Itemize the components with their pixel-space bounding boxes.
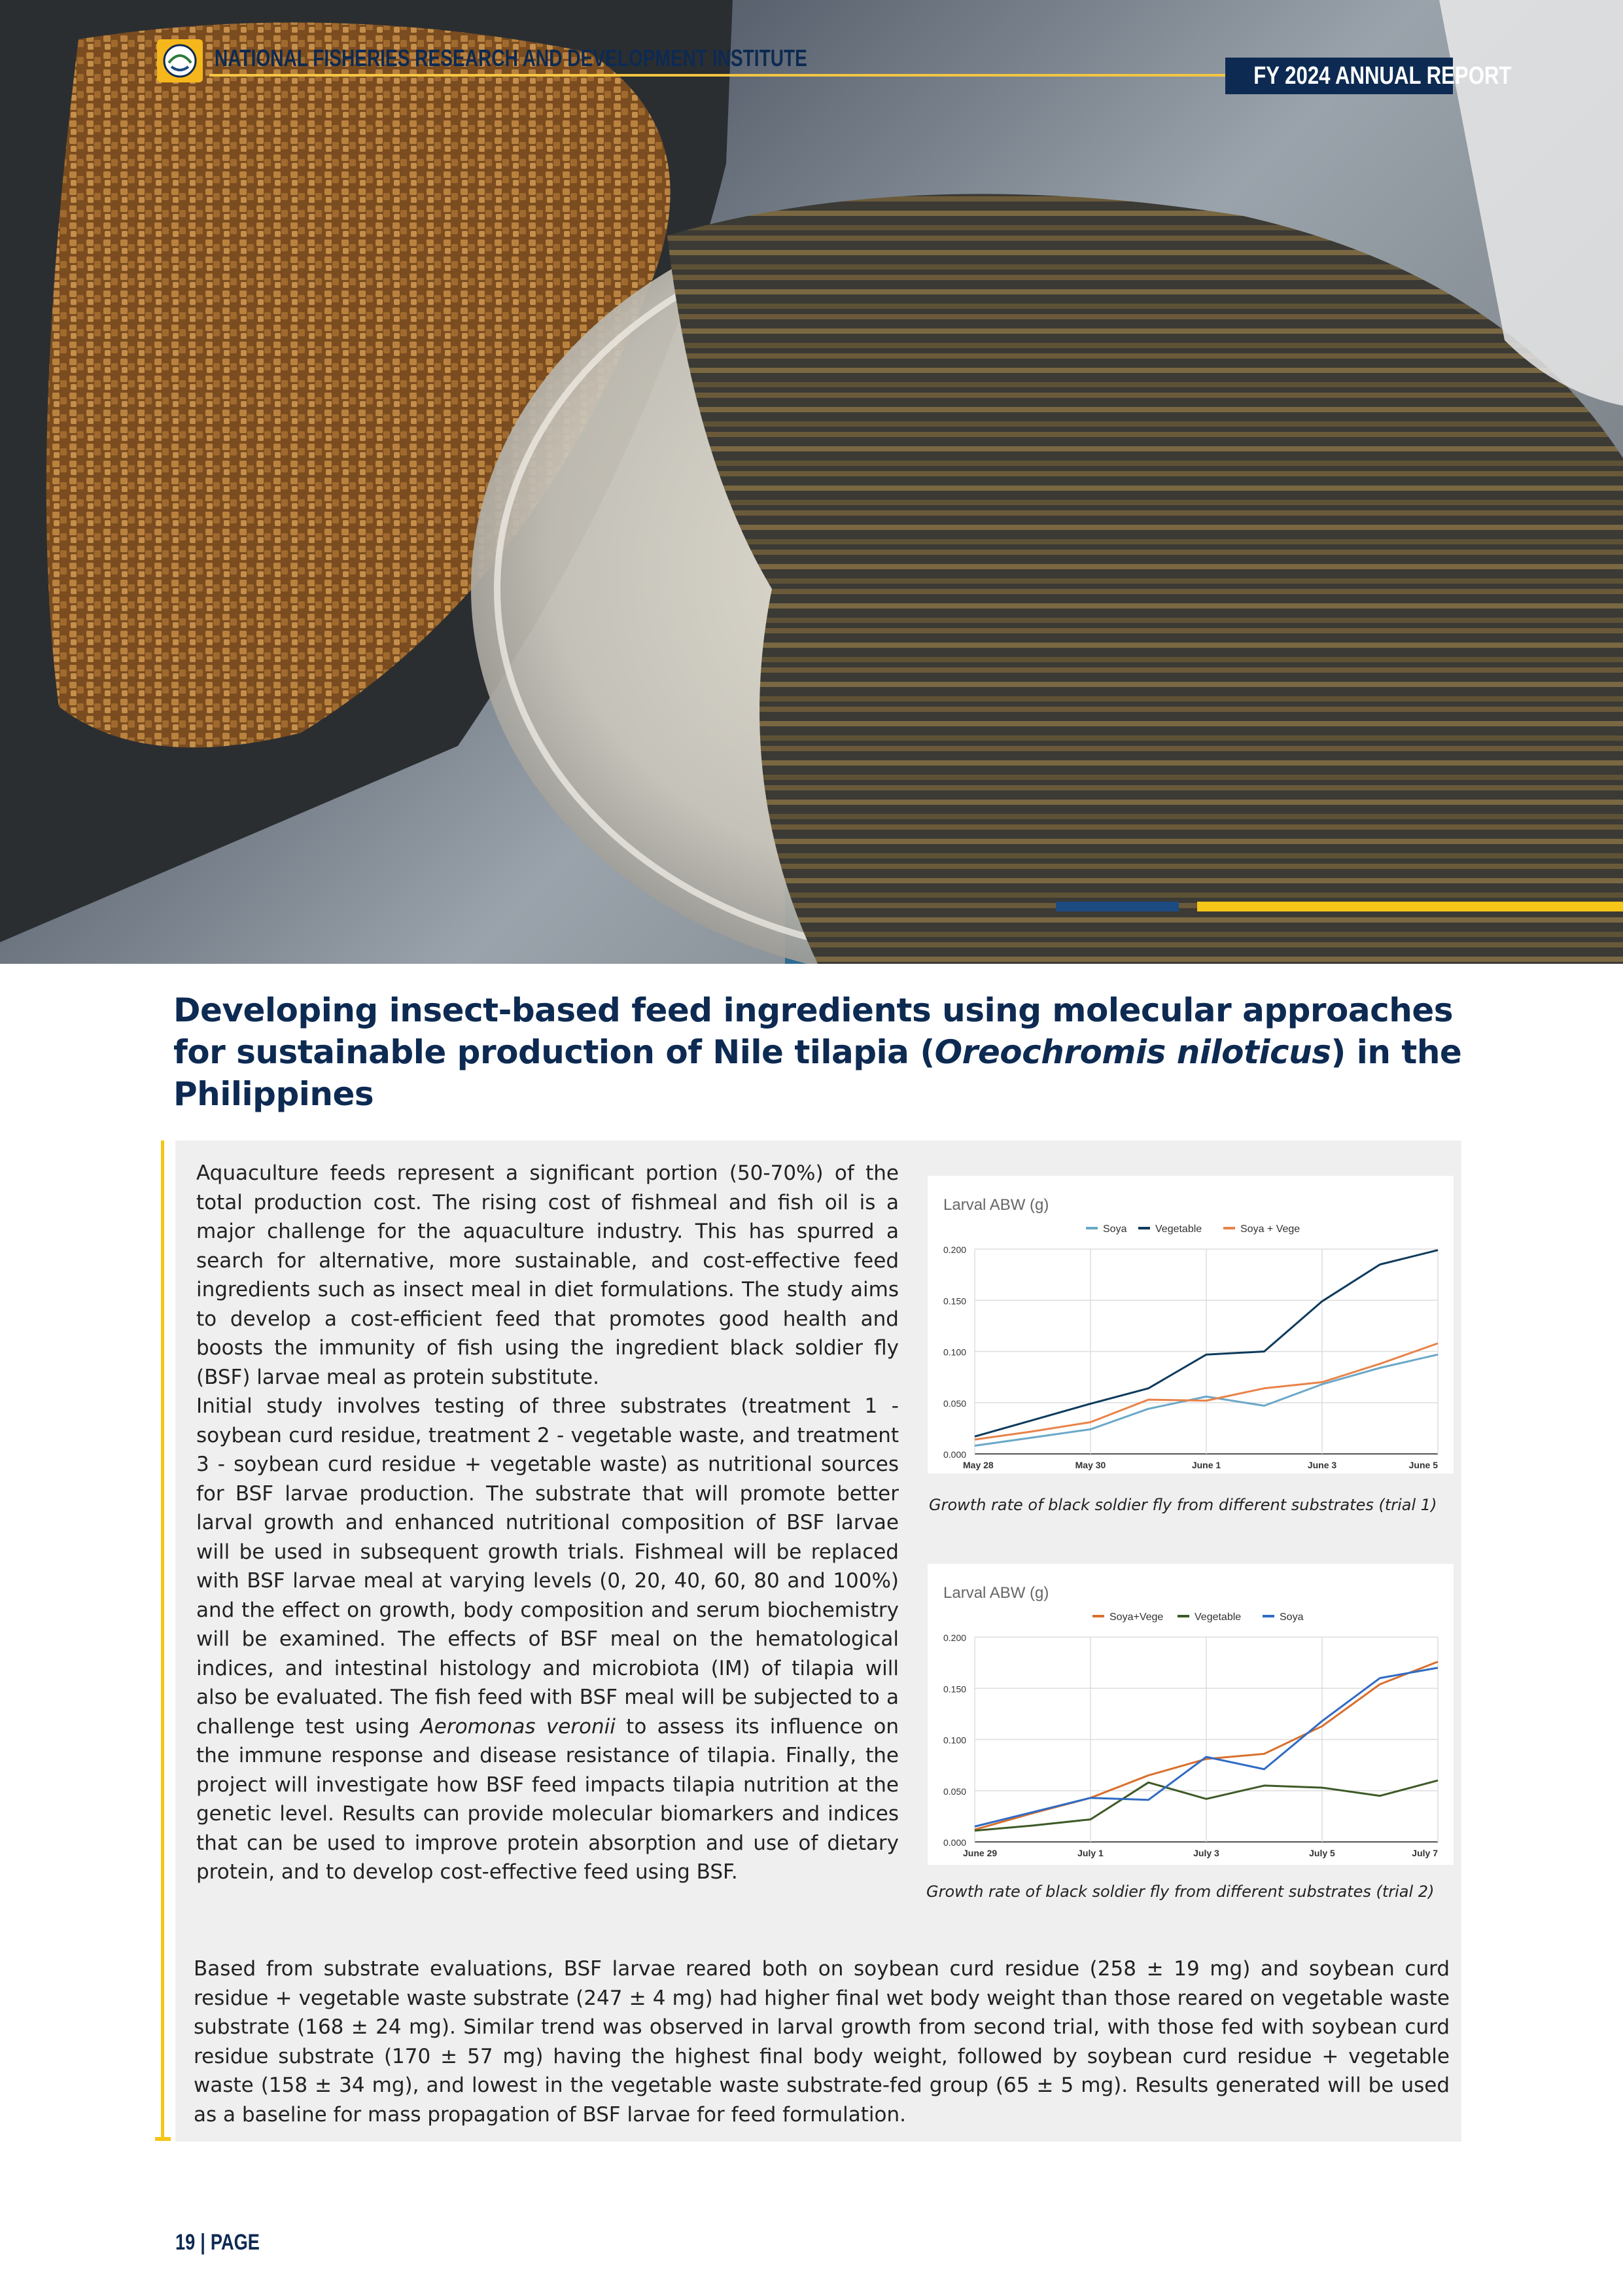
methods-text-b: to assess its influence on the immune response and disease resistance of tilapia. Finally, the project will investigate how BSF feed impacts tilapia nutrition at the genetic level. Results can provide molecular biomarkers and indices that can be used to improve protein absorption and use of dietary protein, and to develop cost-effective feed using BSF. xyxy=(196,1714,899,1884)
y-tick-label: 0.100 xyxy=(943,1347,967,1358)
y-tick-label: 0.200 xyxy=(943,1633,967,1643)
report-badge xyxy=(1225,58,1512,94)
side-accent-cap xyxy=(155,2137,171,2141)
y-tick-label: 0.200 xyxy=(943,1245,967,1255)
side-accent-bar xyxy=(161,1140,164,2140)
institute-logo xyxy=(157,39,203,82)
x-tick-label: June 5 xyxy=(1408,1460,1438,1470)
x-tick-label: July 3 xyxy=(1193,1848,1219,1858)
chart-trial-2 xyxy=(928,1564,1454,1865)
chart-legend xyxy=(1092,1612,1304,1623)
methods-paragraph xyxy=(196,1392,899,1887)
hero-photo xyxy=(0,0,1623,964)
chart-trial-2-svg xyxy=(928,1564,1454,1865)
title-part2: ) in the Philippines xyxy=(173,1033,1462,1113)
y-tick-label: 0.150 xyxy=(943,1296,967,1307)
x-tick-label: June 1 xyxy=(1191,1460,1221,1470)
x-tick-label: June 29 xyxy=(963,1848,998,1858)
accent-bar-navy xyxy=(1056,902,1179,911)
legend-label: Vegetable xyxy=(1155,1224,1202,1235)
y-tick-label: 0.050 xyxy=(943,1786,967,1797)
legend-label: Vegetable xyxy=(1195,1612,1242,1623)
chart-trial-1-caption: Growth rate of black soldier fly from different substrates (trial 1) xyxy=(929,1496,1437,1514)
x-tick-label: May 28 xyxy=(963,1460,994,1470)
title-species: Oreochromis niloticus xyxy=(934,1033,1331,1071)
x-tick-label: July 1 xyxy=(1077,1848,1104,1858)
x-tick-label: May 30 xyxy=(1075,1460,1106,1470)
chart-trial-2-caption: Growth rate of black soldier fly from different substrates (trial 2) xyxy=(926,1882,1435,1901)
methods-text-a: Initial study involves testing of three substrates (treatment 1 - soybean curd residue, treatment 2 - vegetable waste, and treatment 3 - soybean curd residue + vegetable waste) as nutritional sources for BSF larvae production. The substrate that will promote better larval growth and enhanced nutritional composition of BSF larvae will be used in subsequent growth trials. Fishmeal will be replaced with BSF larvae meal at varying levels (0, 20, 40, 60, 80 and 100%) and the effect on growth, body composition and serum biochemistry will be examined. The effects of BSF meal on the hematological indices, and intestinal histology and microbiota (IM) of tilapia will also be evaluated. The fish feed with BSF meal will be subjected to a challenge test using xyxy=(196,1394,899,1739)
y-tick-label: 0.000 xyxy=(943,1837,967,1848)
y-tick-label: 0.150 xyxy=(943,1684,967,1695)
header-divider xyxy=(209,74,1230,77)
title-part1: Developing insect-based feed ingredients using molecular approaches for sustainable production of Nile tilapia ( xyxy=(173,991,1454,1071)
page-separator: | xyxy=(200,2230,205,2255)
report-badge-label: FY 2024 ANNUAL REPORT xyxy=(1253,62,1512,90)
chart-legend xyxy=(1086,1224,1300,1235)
accent-bar-yellow xyxy=(1197,902,1623,911)
chart-title: Larval ABW (g) xyxy=(943,1196,1049,1214)
chart-trial-1 xyxy=(928,1176,1454,1474)
legend-label: Soya + Vege xyxy=(1240,1224,1300,1235)
x-tick-label: July 7 xyxy=(1412,1848,1438,1858)
article-title xyxy=(173,989,1482,1115)
chart-title: Larval ABW (g) xyxy=(943,1584,1049,1602)
legend-label: Soya xyxy=(1103,1224,1127,1235)
legend-label: Soya+Vege xyxy=(1109,1612,1164,1623)
y-tick-label: 0.100 xyxy=(943,1735,967,1746)
page-number: 19 xyxy=(175,2230,196,2255)
intro-paragraph: Aquaculture feeds represent a significant portion (50-70%) of the total production cost. The rising cost of fishmeal and fish oil is a major challenge for the aquaculture industry. This has spurred a search for alternative, more sustainable, and cost-effective feed ingredients such as insect meal in diet formulations. The study aims to develop a cost-efficient feed that promotes good health and boosts the immunity of fish using the ingredient black soldier fly (BSF) larvae meal as protein substitute. xyxy=(196,1161,899,1389)
legend-label: Soya xyxy=(1280,1612,1304,1623)
x-tick-label: June 3 xyxy=(1307,1460,1337,1470)
larvae-feed-illustration xyxy=(0,0,1623,964)
results-paragraph: Based from substrate evaluations, BSF larvae reared both on soybean curd residue (258 ± 19 mg) and soybean curd residue + vegetable waste substrate (247 ± 4 mg) had higher final wet body weight than those reared on vegetable waste substrate (168 ± 24 mg). Similar trend was observed in larval growth from second trial, with those fed with soybean curd residue substrate (170 ± 57 mg) having the highest final body weight, followed by soybean curd residue + vegetable waste (158 ± 34 mg), and lowest in the vegetable waste substrate-fed group (65 ± 5 mg). Results generated will be used as a baseline for mass propagation of BSF larvae for feed formulation. xyxy=(194,1957,1450,2127)
x-tick-label: July 5 xyxy=(1309,1848,1335,1858)
pathogen-name: Aeromonas veronii xyxy=(420,1714,616,1739)
y-tick-label: 0.000 xyxy=(943,1449,967,1460)
org-name: NATIONAL FISHERIES RESEARCH AND DEVELOPMENT INSTITUTE xyxy=(215,44,807,71)
page-footer xyxy=(175,2230,260,2255)
body-text xyxy=(196,1159,899,1887)
page-label: PAGE xyxy=(210,2230,260,2255)
y-tick-label: 0.050 xyxy=(943,1398,967,1409)
chart-trial-1-svg xyxy=(928,1176,1454,1474)
